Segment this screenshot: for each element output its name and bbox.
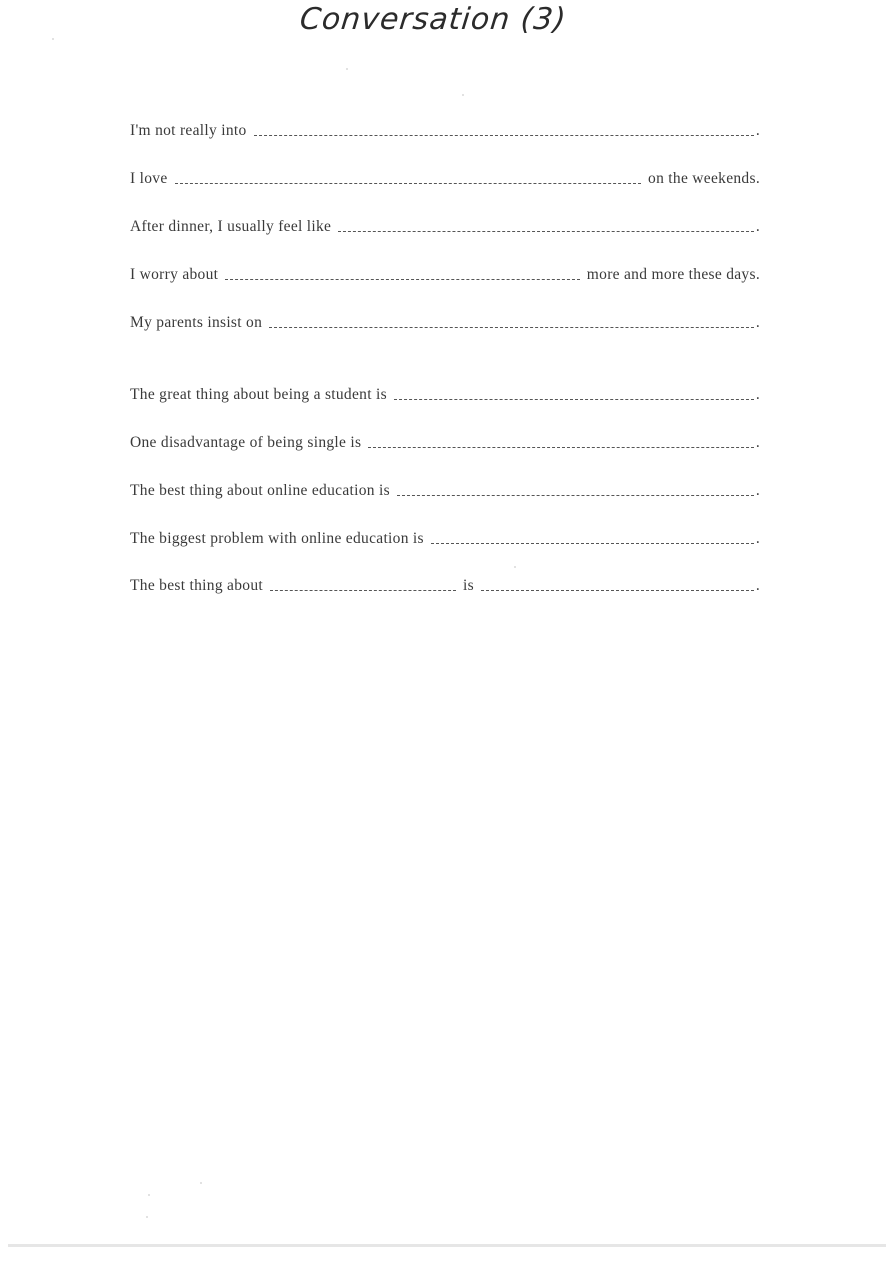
sentence-prompt: I love [130, 170, 168, 187]
sentence-ending: on the weekends. [648, 170, 760, 187]
scan-speck [146, 1216, 148, 1218]
scan-speck [514, 566, 516, 568]
sentence-prompt: The best thing about [130, 577, 263, 594]
sentence-period: . [755, 386, 760, 403]
sentence-line-7 [130, 430, 760, 452]
handwritten-title: Conversation (3) [298, 2, 569, 37]
sentence-period: . [755, 218, 760, 235]
sentence-line-4 [130, 262, 760, 284]
fill-in-blank[interactable] [481, 590, 754, 591]
fill-in-blank[interactable] [254, 135, 754, 136]
sentence-period: . [755, 482, 760, 499]
scan-speck [346, 68, 348, 70]
fill-in-blank[interactable] [225, 279, 580, 280]
sentence-period: . [755, 577, 760, 594]
sentence-period: . [755, 530, 760, 547]
scan-speck [462, 94, 464, 96]
sentence-prompt: My parents insist on [130, 314, 263, 331]
scan-speck [148, 1194, 150, 1196]
fill-in-blank-topic[interactable] [270, 590, 456, 591]
fill-in-blank[interactable] [431, 543, 754, 544]
sentence-line-10 [130, 573, 760, 595]
sentence-period: . [755, 434, 760, 451]
scan-speck [200, 1182, 202, 1184]
fill-in-blank[interactable] [175, 183, 641, 184]
sentence-line-1 [130, 118, 760, 140]
fill-in-blank[interactable] [269, 327, 754, 328]
sentence-connector: is [463, 577, 474, 594]
sentence-line-3 [130, 214, 760, 236]
fill-in-blank[interactable] [368, 447, 753, 448]
fill-in-blank[interactable] [397, 495, 754, 496]
sentence-period: . [755, 314, 760, 331]
scan-speck [52, 38, 54, 40]
sentence-line-5 [130, 310, 760, 332]
scan-bottom-edge [8, 1244, 886, 1247]
sentence-prompt: After dinner, I usually feel like [130, 218, 332, 235]
sentence-line-2 [130, 166, 760, 188]
sentence-period: . [755, 122, 760, 139]
sentence-prompt: The biggest problem with online education is [130, 530, 424, 547]
sentence-line-8 [130, 478, 760, 500]
sentence-line-9 [130, 526, 760, 548]
sentence-prompt: I'm not really into [130, 122, 247, 139]
fill-in-blank[interactable] [394, 399, 754, 400]
sentence-line-6 [130, 382, 760, 404]
sentence-prompt: The best thing about online education is [130, 482, 390, 499]
sentence-ending: more and more these days. [586, 266, 760, 283]
fill-in-blank[interactable] [338, 231, 754, 232]
sentence-prompt: The great thing about being a student is [130, 386, 387, 403]
sentence-prompt: One disadvantage of being single is [130, 434, 362, 451]
sentence-prompt: I worry about [130, 266, 219, 283]
